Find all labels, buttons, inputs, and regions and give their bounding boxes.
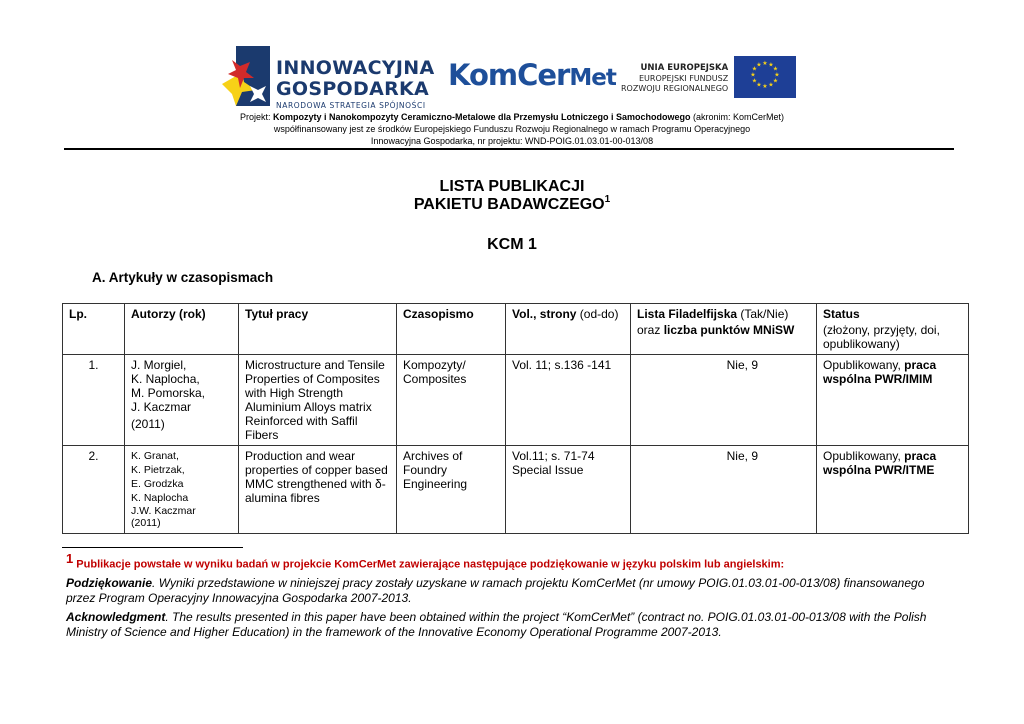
row-journal: Archives of Foundry Engineering — [397, 446, 506, 534]
author: K. Pietrzak, — [131, 464, 185, 476]
header-status-normal: (złożony, przyjęty, doi, opublikowany) — [823, 323, 940, 351]
author: J.W. Kaczmar — [131, 505, 196, 517]
author: K. Naplocha, — [131, 372, 200, 386]
publications-table — [62, 303, 969, 534]
eu-flag-icon — [734, 56, 796, 98]
eu-logo-text — [621, 63, 728, 95]
status-bold: praca wspólna PWR/IMIM — [823, 358, 937, 386]
section-heading: A. Artykuły w czasopismach — [92, 270, 274, 285]
author-year: (2011) — [131, 517, 161, 529]
header-list-normal1: (Tak/Nie) — [737, 307, 789, 321]
header-list — [631, 304, 817, 355]
svg-text:★: ★ — [751, 77, 758, 85]
status-text: Opublikowany, — [823, 358, 905, 372]
project-line2: współfinansowany jest ze środków Europejskiego Funduszu Rozwoju Regionalnego w ramach Programu Operacyjnego — [273, 124, 751, 134]
header-journal: Czasopismo — [397, 304, 506, 355]
row-status — [817, 446, 969, 534]
author: M. Pomorska, — [131, 386, 206, 400]
svg-text:★: ★ — [762, 83, 768, 90]
footnote-divider — [62, 547, 243, 548]
ack-en-text: . The results presented in this paper have been obtained within the project “KomCerMet” (contract no. POIG.01.03.01-00-013/08 with the Polish Ministry of Science and Higher Education) in the framework of the Innovative Economy Operational Programme 2007-2013. — [66, 610, 927, 639]
status-text: Opublikowany, — [823, 449, 905, 463]
svg-text:★: ★ — [751, 65, 758, 73]
svg-text:★: ★ — [768, 81, 774, 89]
row-title: Production and wear properties of copper based MMC strengthened with δ-alumina fibres — [239, 446, 397, 534]
header-lp: Lp. — [63, 304, 125, 355]
eu-line2: EUROPEJSKI FUNDUSZ — [638, 73, 729, 83]
ig-line1: INNOWACYJNA — [276, 57, 435, 79]
acknowledgment-polish — [66, 576, 956, 606]
ig-subtitle: NARODOWA STRATEGIA SPÓJNOŚCI — [276, 101, 426, 110]
eu-line3: ROZWOJU REGIONALNEGO — [621, 84, 729, 93]
header-status-bold: Status — [823, 307, 860, 321]
table-header-row — [63, 304, 969, 355]
ack-en-label: Acknowledgment — [66, 610, 166, 624]
header-volume-normal: (od-do) — [576, 307, 619, 321]
ig-line2: GOSPODARKA — [276, 78, 430, 100]
komcermet-logo — [448, 58, 616, 92]
project-acronym: (akronim: KomCerMet) — [690, 112, 785, 122]
title-line2-text: PAKIETU BADAWCZEGO — [413, 196, 605, 213]
footnote — [66, 551, 784, 571]
svg-text:★: ★ — [750, 71, 756, 79]
project-prefix: Projekt: — [239, 112, 273, 122]
svg-text:★: ★ — [756, 81, 762, 89]
footnote-text: Publikacje powstałe w wyniku badań w projekcie KomCerMet zawierające następujące podziękowanie w języku polskim lub angielskim: — [73, 558, 785, 571]
author: K. Naplocha — [131, 492, 189, 504]
author: K. Granat, — [131, 450, 179, 462]
eu-line1: UNIA EUROPEJSKA — [640, 63, 729, 73]
header-volume — [506, 304, 631, 355]
row-list: Nie, 9 — [631, 355, 817, 446]
svg-text:★: ★ — [768, 61, 774, 69]
header-volume-bold: Vol., strony — [512, 307, 577, 321]
svg-text:★: ★ — [756, 61, 762, 69]
kcm-part2: Cer — [517, 58, 570, 92]
status-bold: praca wspólna PWR/ITME — [823, 449, 937, 477]
ack-pl-label: Podziękowanie — [66, 576, 153, 590]
row-list: Nie, 9 — [631, 446, 817, 534]
row-authors — [125, 355, 239, 446]
row-volume: Vol.11; s. 71-74 Special Issue — [506, 446, 631, 534]
row-lp: 2. — [63, 446, 125, 534]
document-title-line2 — [0, 196, 1024, 214]
row-journal: Kompozyty/ Composites — [397, 355, 506, 446]
row-status — [817, 355, 969, 446]
row-lp: 1. — [63, 355, 125, 446]
author: J. Morgiel, — [131, 358, 187, 372]
svg-text:★: ★ — [772, 65, 779, 73]
author: E. Grodzka — [131, 478, 184, 490]
project-header — [200, 111, 824, 147]
project-title: Kompozyty i Nanokompozyty Ceramiczno-Metalowe dla Przemysłu Lotniczego i Samochodowego — [272, 112, 691, 122]
header-status — [817, 304, 969, 355]
footnote-ref[interactable]: 1 — [604, 194, 611, 205]
header-title: Tytuł pracy — [239, 304, 397, 355]
project-line1 — [200, 111, 824, 123]
kcm-title: KCM 1 — [487, 236, 537, 253]
kcm-part3: Met — [569, 65, 616, 91]
author: J. Kaczmar — [131, 400, 192, 414]
header-list-normal2: oraz — [637, 323, 664, 337]
header-list-bold1: Lista Filadelfijska — [637, 307, 738, 321]
table-row — [63, 446, 969, 534]
row-authors — [125, 446, 239, 534]
footnote-number: 1 — [66, 551, 74, 566]
header-authors: Autorzy (rok) — [125, 304, 239, 355]
svg-text:★: ★ — [762, 60, 768, 67]
project-line3: Innowacyjna Gospodarka, nr projektu: WND-POIG.01.03.01-00-013/08 — [370, 136, 654, 146]
header-divider — [64, 148, 954, 150]
kcm-part1: Kom — [448, 58, 518, 92]
svg-text:★: ★ — [774, 71, 780, 79]
acknowledgment-english — [66, 610, 956, 640]
innowacyjna-gospodarka-logo-text — [276, 58, 435, 110]
table-row — [63, 355, 969, 446]
svg-text:★: ★ — [772, 77, 779, 85]
author-year: (2011) — [131, 417, 165, 431]
innowacyjna-gospodarka-logo-mark — [222, 46, 270, 106]
ack-pl-text: . Wyniki przedstawione w niniejszej pracy zostały uzyskane w ramach projektu KomCerMet (nr umowy POIG.01.03.01-00-013/08) finansowanego przez Program Operacyjny Innowacyjna Gospodarka 2007-2013. — [66, 576, 925, 605]
header-list-bold2: liczba punktów MNiSW — [663, 323, 795, 337]
row-volume: Vol. 11; s.136 -141 — [506, 355, 631, 446]
document-title-line1: LISTA PUBLIKACJI — [439, 178, 585, 195]
row-title: Microstructure and Tensile Properties of Composites with High Strength Aluminium Alloys matrix Reinforced with Saffil Fibers — [239, 355, 397, 446]
